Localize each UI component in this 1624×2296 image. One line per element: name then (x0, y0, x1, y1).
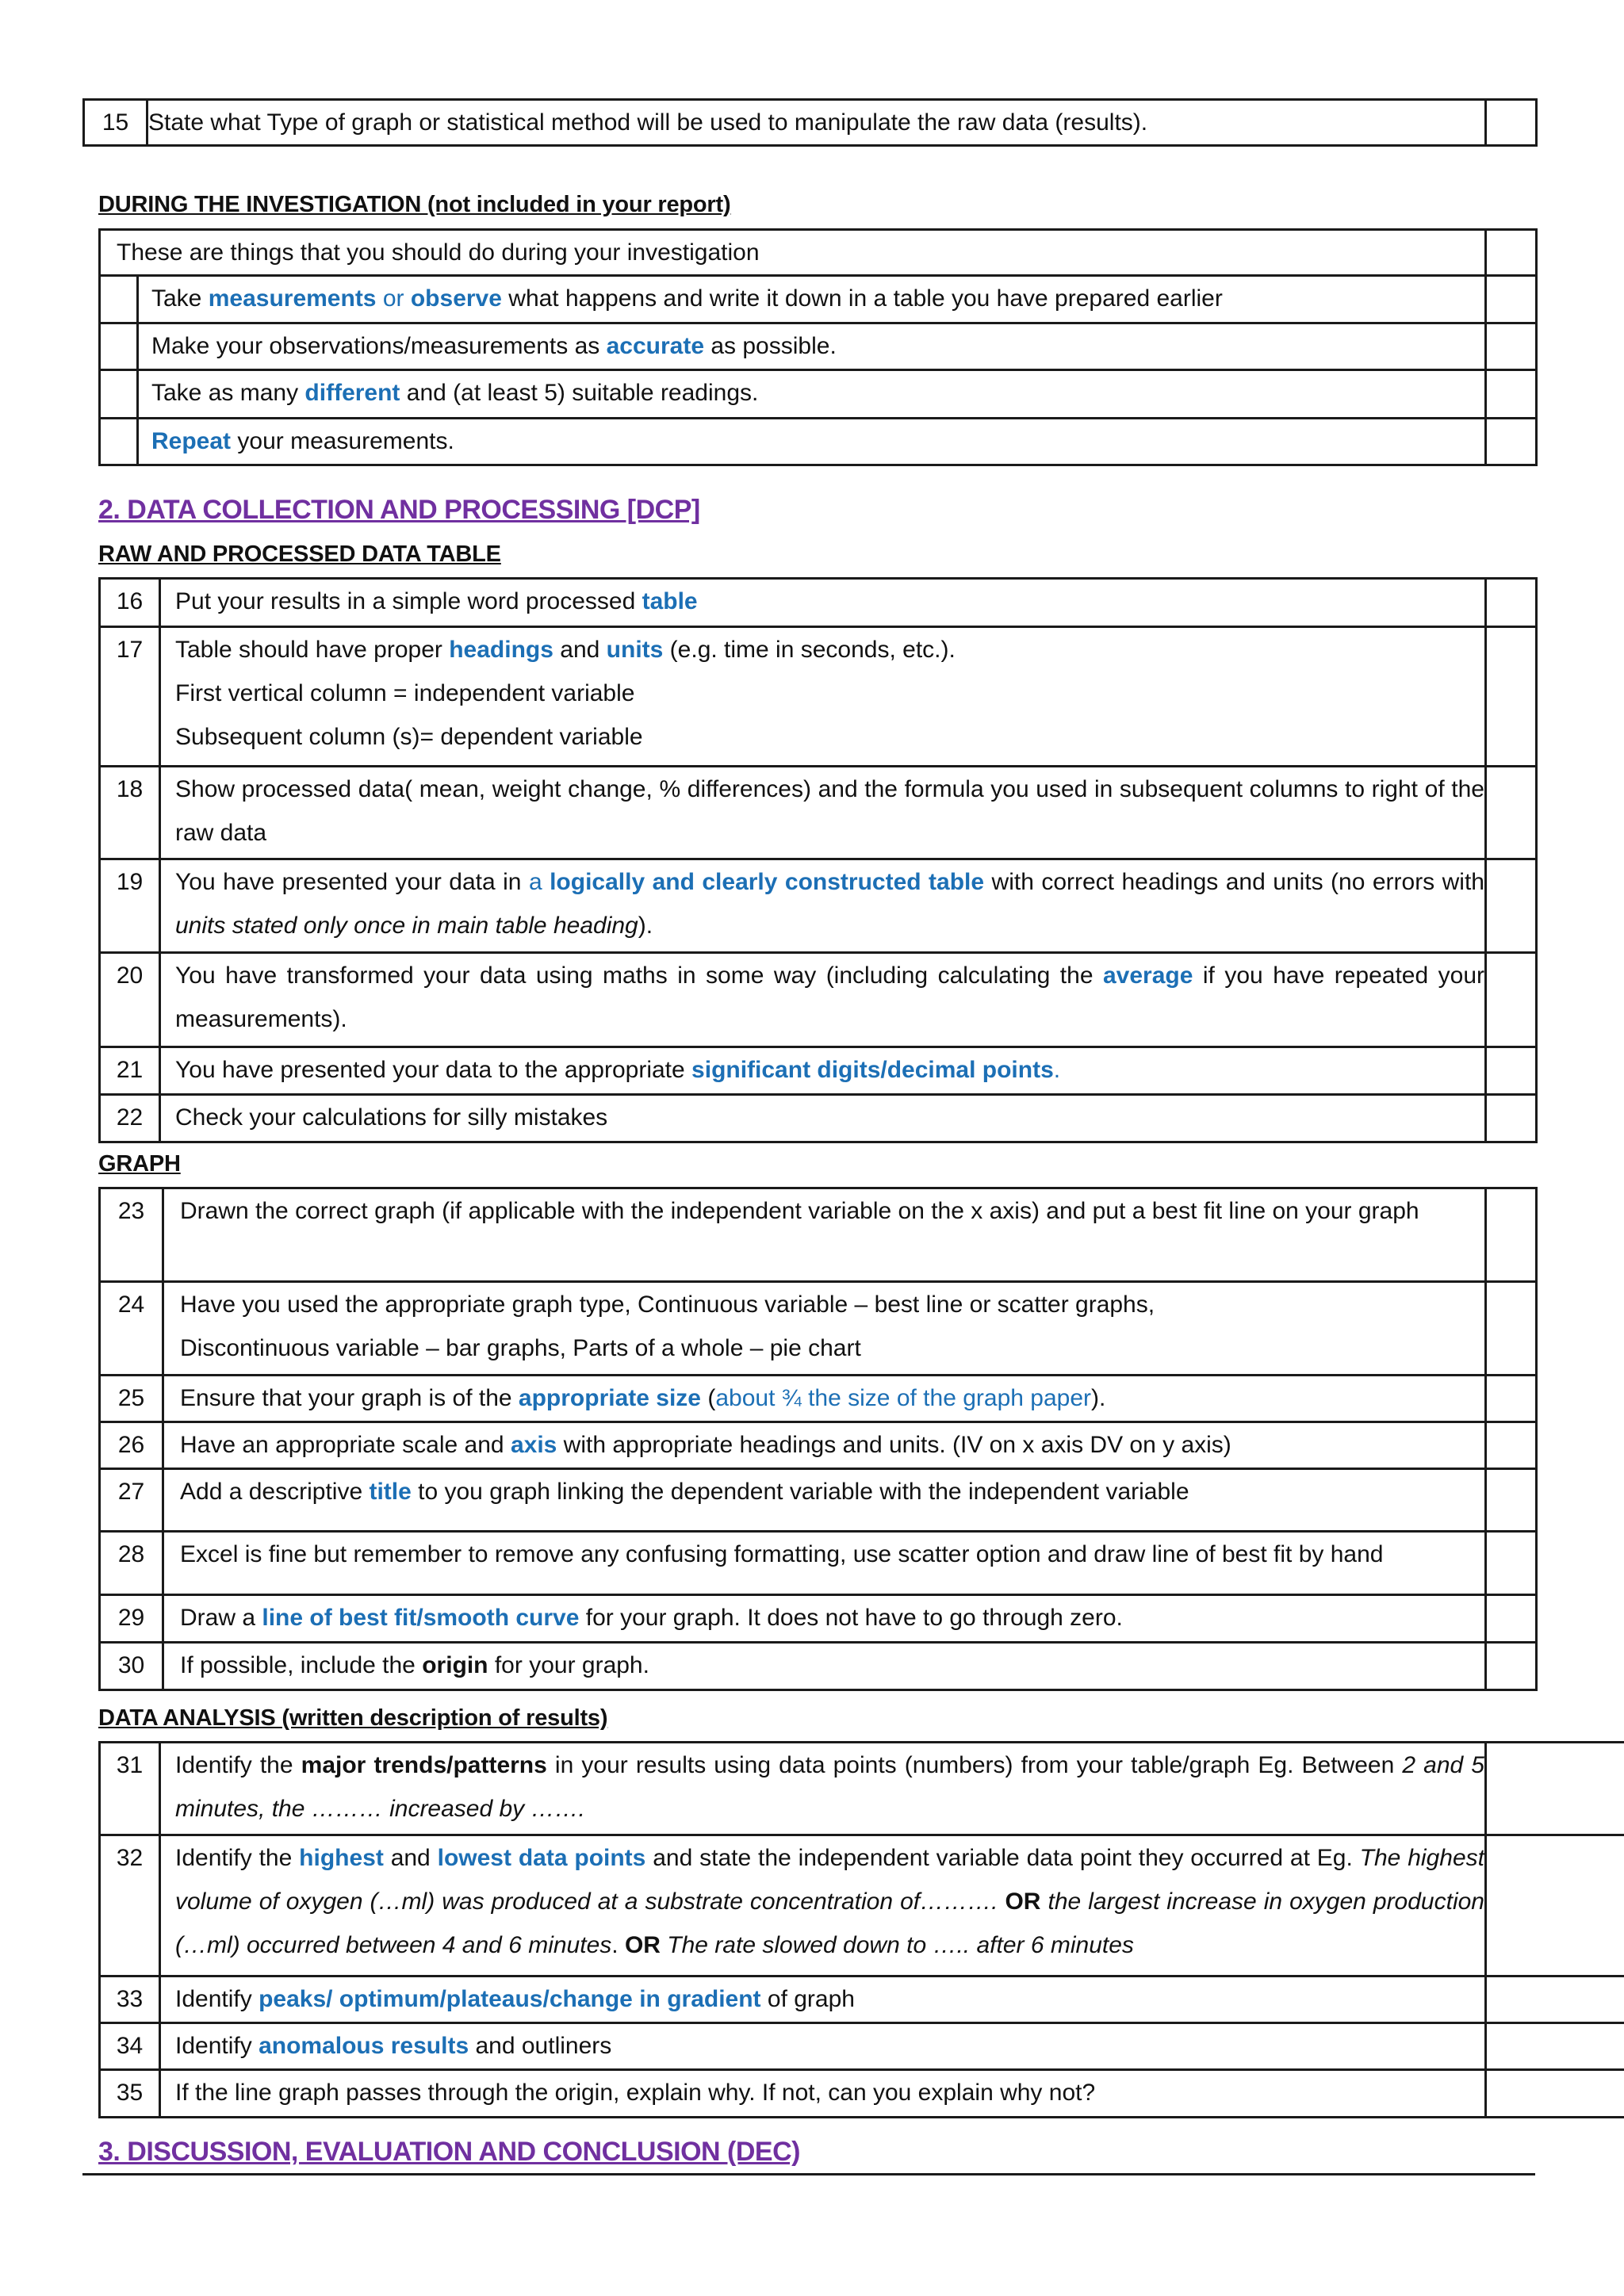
checkbox-cell[interactable] (1486, 767, 1537, 859)
graph-heading: GRAPH (98, 1151, 181, 1177)
emphasis-text: anomalous results (259, 2033, 469, 2059)
section-title-dec: 3. DISCUSSION, EVALUATION AND CONCLUSION (DEC) (98, 2137, 800, 2167)
emphasis-text: average (1102, 962, 1193, 989)
text-line: You have presented your data in a logically and clearly constructed table with correct headings and units (no errors with units stated only once in main table heading). (175, 869, 1484, 939)
row-number: 16 (100, 579, 160, 627)
indent-cell (100, 323, 138, 370)
text-line: Add a descriptive title to you graph linking the dependent variable with the independent variable (180, 1479, 1189, 1505)
indent-cell (100, 276, 138, 323)
text-line: Drawn the correct graph (if applicable with the independent variable on the x axis) and put a best fit line on your graph (180, 1198, 1419, 1224)
bold-text: origin (422, 1652, 488, 1678)
row-number: 19 (100, 859, 160, 953)
row-number: 20 (100, 953, 160, 1047)
checkbox-cell[interactable] (1486, 1282, 1537, 1376)
row-text (160, 1095, 1486, 1142)
checkbox-cell[interactable] (1486, 2070, 1624, 2118)
table-row (100, 2023, 1624, 2070)
highlight-text: about ¾ the size of the graph paper (715, 1385, 1091, 1411)
indent-cell (100, 419, 138, 465)
row-number: 35 (100, 2070, 160, 2118)
checkbox-cell[interactable] (1486, 276, 1537, 323)
row-text (160, 579, 1486, 627)
row-number: 28 (100, 1532, 163, 1595)
checkbox-cell[interactable] (1486, 323, 1537, 370)
checkbox-cell[interactable] (1486, 1532, 1537, 1595)
text-line: Table should have proper headings and units (e.g. time in seconds, etc.). (175, 637, 956, 663)
italic-text: units stated only once in main table heading (175, 913, 638, 939)
table-row (100, 953, 1537, 1047)
row-number: 24 (100, 1282, 163, 1376)
emphasis-text: units (606, 637, 664, 663)
table-row (100, 1422, 1537, 1469)
row-text (160, 2070, 1486, 2118)
row-text (163, 1422, 1486, 1469)
table-row (100, 1532, 1537, 1595)
emphasis-text: measurements (208, 285, 377, 312)
checkbox-cell[interactable] (1486, 1376, 1537, 1422)
row-text: Make your observations/measurements as accurate as possible. (138, 323, 1486, 370)
row-text (160, 1047, 1486, 1095)
graph-table (98, 1187, 1538, 1691)
emphasis-text: accurate (606, 333, 705, 359)
row-text (163, 1376, 1486, 1422)
highlight-text: a (528, 869, 550, 895)
row-number: 32 (100, 1835, 160, 1976)
text-line: If possible, include the origin for your graph. (180, 1652, 649, 1678)
checkbox-cell[interactable] (1486, 1976, 1624, 2023)
row-number: 23 (100, 1188, 163, 1282)
text-line: Have you used the appropriate graph type, Continuous variable – best line or scatter graphs, (180, 1292, 1155, 1318)
table-row (100, 1188, 1537, 1282)
table-row (100, 1743, 1624, 1835)
emphasis-text: axis (510, 1432, 557, 1458)
table-row (100, 1469, 1537, 1532)
row-number: 34 (100, 2023, 160, 2070)
table-row (100, 230, 1537, 276)
text-line: Have an appropriate scale and axis with appropriate headings and units. (IV on x axis DV on y axis) (180, 1432, 1231, 1458)
emphasis-text: highest (299, 1845, 384, 1871)
table-row (100, 276, 1537, 323)
table-row (100, 767, 1537, 859)
text-line: Discontinuous variable – bar graphs, Parts of a whole – pie chart (180, 1335, 861, 1361)
table-row (100, 1095, 1537, 1142)
row-text (160, 767, 1486, 859)
dcp-table (98, 577, 1538, 1143)
highlight-text: . (1053, 1057, 1061, 1083)
text-line: You have presented your data to the appropriate significant digits/decimal points. (175, 1057, 1061, 1083)
italic-text: the largest increase in oxygen production (…ml) occurred between 4 and 6 minutes (175, 1888, 1484, 1958)
table-row (100, 859, 1537, 953)
table-row (100, 1047, 1537, 1095)
text-line: Excel is fine but remember to remove any confusing formatting, use scatter option and draw line of best fit by hand (180, 1541, 1384, 1567)
table-row (100, 419, 1537, 465)
row-number: 30 (100, 1643, 163, 1690)
checkbox-cell[interactable] (1486, 1835, 1624, 1976)
row-text (163, 1282, 1486, 1376)
row-text (160, 1835, 1486, 1976)
emphasis-text: different (304, 380, 400, 406)
emphasis-text: lowest data points (437, 1845, 646, 1871)
checkbox-cell[interactable] (1486, 627, 1537, 767)
row-number: 18 (100, 767, 160, 859)
table-row (100, 627, 1537, 767)
emphasis-text: logically and clearly constructed table (550, 869, 985, 895)
indent-cell (100, 370, 138, 419)
checkbox-cell[interactable] (1486, 1643, 1537, 1690)
text-line: Ensure that your graph is of the appropriate size (about ¾ the size of the graph paper). (180, 1385, 1106, 1411)
checkbox-cell[interactable] (1486, 1469, 1537, 1532)
emphasis-text: significant digits/decimal points (691, 1057, 1054, 1083)
emphasis-text: observe (410, 285, 502, 312)
row-number: 29 (100, 1595, 163, 1643)
emphasis-text: title (369, 1479, 412, 1505)
emphasis-text: table (642, 588, 698, 614)
italic-text: The rate slowed down to ….. after 6 minutes (667, 1932, 1134, 1958)
table-row (100, 2070, 1624, 2118)
analysis-table (98, 1741, 1624, 2118)
row-number: 33 (100, 1976, 160, 2023)
text-line: If the line graph passes through the origin, explain why. If not, can you explain why not? (175, 2080, 1096, 2106)
table-row (100, 1376, 1537, 1422)
row-text (160, 1976, 1486, 2023)
text-line: Identify the major trends/patterns in your results using data points (numbers) from your table/graph Eg. Between 2 and 5 minutes, the ……… increased by ……. (175, 1752, 1484, 1822)
table-row (100, 1835, 1624, 1976)
analysis-heading: DATA ANALYSIS (written description of results) (98, 1705, 608, 1731)
emphasis-text: peaks/ optimum/plateaus/change in gradient (259, 1986, 761, 2012)
checkbox-cell[interactable] (1486, 1743, 1624, 1835)
bold-text: major trends/patterns (301, 1752, 547, 1778)
section-divider (82, 2173, 1535, 2175)
checkbox-cell[interactable] (1486, 1422, 1537, 1469)
row-number: 21 (100, 1047, 160, 1095)
row-text: Take as many different and (at least 5) suitable readings. (138, 370, 1486, 419)
emphasis-text: headings (449, 637, 553, 663)
checkbox-cell[interactable] (1486, 1595, 1537, 1643)
emphasis-text: appropriate size (518, 1385, 701, 1411)
row-text (160, 1743, 1486, 1835)
table-row (84, 100, 1537, 146)
row-text (163, 1532, 1486, 1595)
checkbox-cell[interactable] (1486, 100, 1537, 146)
italic-text: The highest volume of oxygen (…ml) was produced at a substrate concentration of………. (175, 1845, 1484, 1915)
checkbox-cell[interactable] (1486, 953, 1537, 1047)
checkbox-cell[interactable] (1486, 1188, 1537, 1282)
table-row (100, 1643, 1537, 1690)
section-title-dcp: 2. DATA COLLECTION AND PROCESSING [DCP] (98, 495, 700, 525)
checkbox-cell[interactable] (1486, 370, 1537, 419)
row-number: 26 (100, 1422, 163, 1469)
row-text (160, 953, 1486, 1047)
row-number: 15 (84, 100, 147, 146)
emphasis-text: line of best fit/smooth curve (262, 1605, 580, 1631)
row-number: 31 (100, 1743, 160, 1835)
row-text (160, 627, 1486, 767)
checkbox-cell[interactable] (1486, 1047, 1537, 1095)
bold-text: OR (1005, 1888, 1041, 1915)
table-row (100, 1595, 1537, 1643)
checkbox-cell[interactable] (1486, 2023, 1624, 2070)
checklist-table-top (82, 98, 1538, 147)
during-intro: These are things that you should do during your investigation (100, 230, 1486, 276)
text-line: Show processed data( mean, weight change, % differences) and the formula you used in subsequent columns to right of the raw data (175, 776, 1484, 846)
row-number: 22 (100, 1095, 160, 1142)
row-text (163, 1188, 1486, 1282)
checkbox-cell[interactable] (1486, 1095, 1537, 1142)
row-text (163, 1595, 1486, 1643)
row-number: 27 (100, 1469, 163, 1532)
text-line: First vertical column = independent variable (175, 680, 635, 706)
text-line: Put your results in a simple word processed table (175, 588, 698, 614)
emphasis-text: Repeat (151, 428, 232, 454)
row-number: 17 (100, 627, 160, 767)
checkbox-cell[interactable] (1486, 419, 1537, 465)
row-number: 25 (100, 1376, 163, 1422)
row-text (163, 1643, 1486, 1690)
table-row (100, 1282, 1537, 1376)
checkbox-cell[interactable] (1486, 579, 1537, 627)
row-text (160, 859, 1486, 953)
text-line: Subsequent column (s)= dependent variable (175, 724, 643, 750)
table-row (100, 323, 1537, 370)
text-line: Draw a line of best fit/smooth curve for your graph. It does not have to go through zero. (180, 1605, 1123, 1631)
table-row (100, 579, 1537, 627)
text-line: You have transformed your data using maths in some way (including calculating the average if you have repeated your measurements). (175, 962, 1485, 1032)
text-line: Check your calculations for silly mistakes (175, 1104, 608, 1131)
row-text (163, 1469, 1486, 1532)
highlight-text: or (376, 285, 411, 312)
row-text: Repeat your measurements. (138, 419, 1486, 465)
during-table (98, 228, 1538, 466)
text-line: Identify the highest and lowest data points and state the independent variable data point they occurred at Eg. The highest volume of oxygen (…ml) was produced at a substrate concentration of………. OR the largest increase in oxygen production (…ml) occurred between 4 and 6 minutes. OR The rate slowed down to ….. after 6 minutes (175, 1845, 1484, 1958)
row-text: Take measurements or observe what happens and write it down in a table you have prepared earlier (138, 276, 1486, 323)
during-heading: DURING THE INVESTIGATION (not included in your report) (98, 192, 731, 217)
text-line: Identify anomalous results and outliners (175, 2033, 612, 2059)
checkbox-cell[interactable] (1486, 859, 1537, 953)
text-line: Identify peaks/ optimum/plateaus/change in gradient of graph (175, 1986, 855, 2012)
raw-data-heading: RAW AND PROCESSED DATA TABLE (98, 541, 501, 567)
checkbox-cell[interactable] (1486, 230, 1537, 276)
row-text: State what Type of graph or statistical method will be used to manipulate the raw data (results). (147, 100, 1486, 146)
row-text (160, 2023, 1486, 2070)
bold-text: OR (624, 1932, 661, 1958)
table-row (100, 1976, 1624, 2023)
table-row (100, 370, 1537, 419)
italic-text: 2 and 5 minutes, the ……… increased by ……. (175, 1752, 1484, 1822)
